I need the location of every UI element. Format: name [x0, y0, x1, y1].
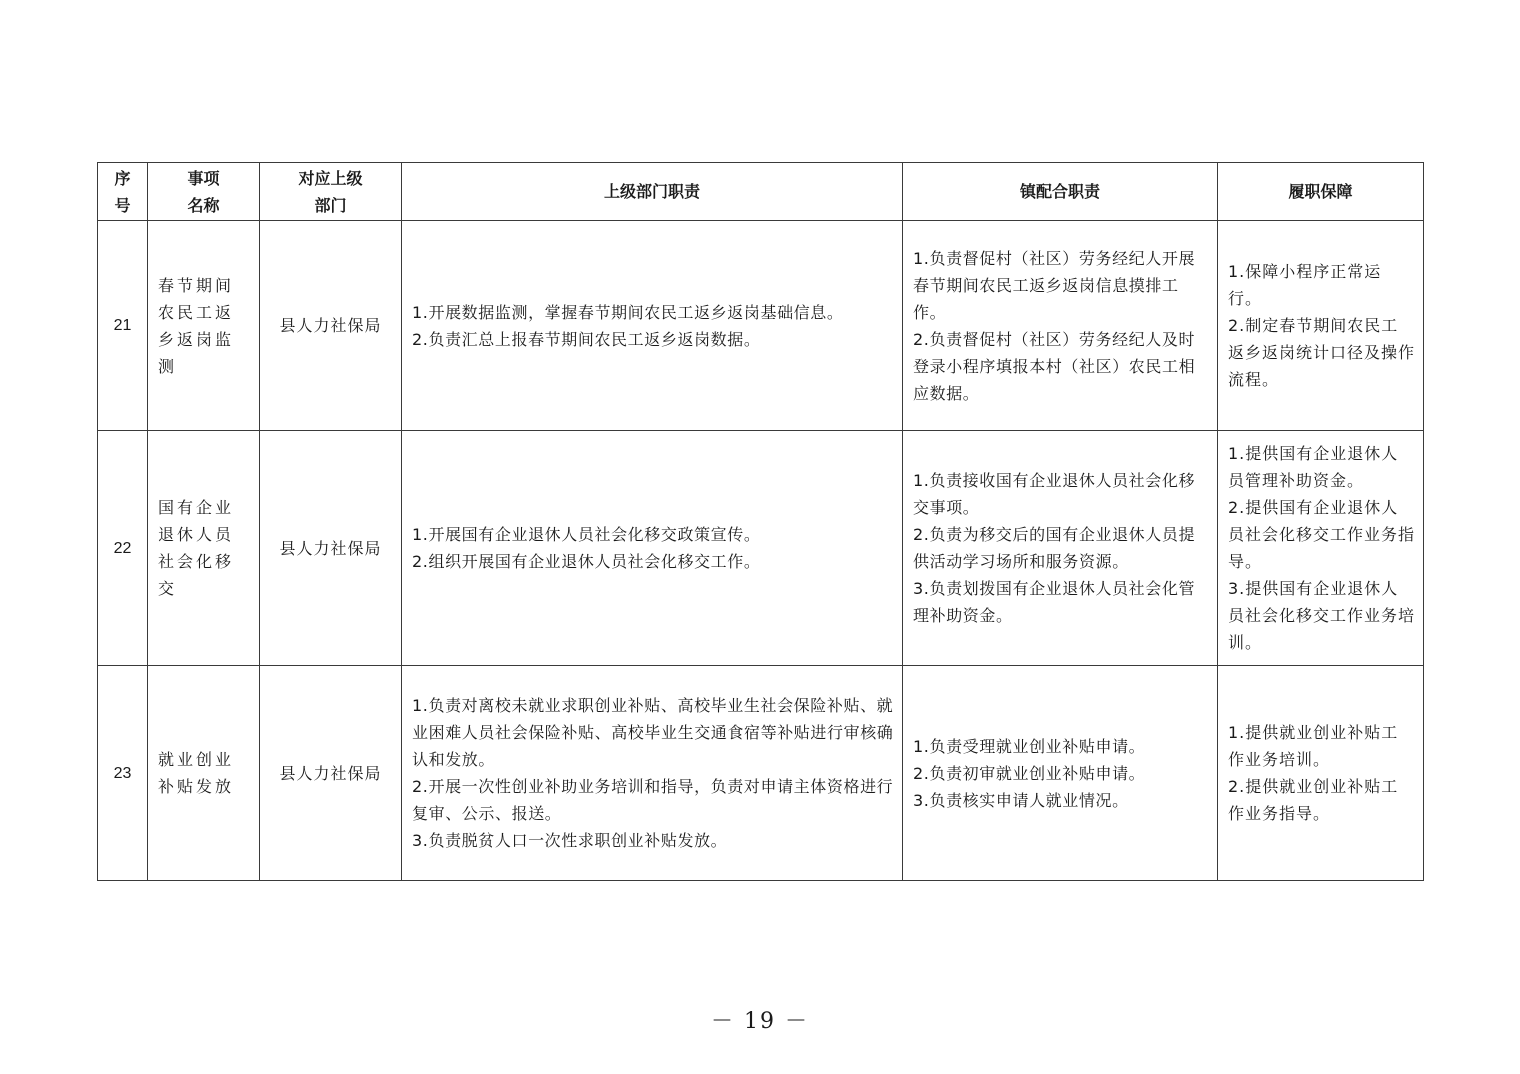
duty-line: 2.制定春节期间农民工返乡返岗统计口径及操作流程。: [1228, 316, 1416, 389]
row-guarantee: [1218, 431, 1424, 666]
duty-line: 1.保障小程序正常运行。: [1228, 262, 1382, 308]
row-upper-duty: [402, 221, 903, 431]
header-town-duty: 镇配合职责: [903, 163, 1218, 221]
row-seq: 21: [98, 221, 148, 431]
duty-line: 1.开展国有企业退休人员社会化移交政策宣传。: [412, 525, 761, 544]
duty-line: 1.开展数据监测，掌握春节期间农民工返乡返岗基础信息。: [412, 302, 844, 322]
duty-line: 3.负责划拨国有企业退休人员社会化管理补助资金。: [913, 579, 1196, 625]
duty-line: 2.负责督促村（社区）劳务经纪人及时登录小程序填报本村（社区）农民工相应数据。: [913, 329, 1196, 403]
table-row: [98, 431, 1424, 666]
row-item-name: [148, 431, 260, 666]
item-name-text: 就业创业补贴发放: [158, 750, 235, 796]
duty-line: 1.提供国有企业退休人员管理补助资金。: [1228, 444, 1399, 490]
header-name: 事项 名称: [148, 163, 260, 221]
duty-table: [97, 162, 1424, 881]
row-town-duty: [903, 431, 1218, 666]
duty-line: 3.负责脱贫人口一次性求职创业补贴发放。: [412, 831, 728, 850]
duty-line: 1.提供就业创业补贴工作业务培训。: [1228, 723, 1399, 769]
duty-line: 1.负责对离校未就业求职创业补贴、高校毕业生社会保险补贴、就业困难人员社会保险补贴、高校毕业生交通食宿等补贴进行审核确认和发放。: [412, 696, 894, 769]
row-item-name: [148, 666, 260, 881]
duty-line: 2.提供就业创业补贴工作业务指导。: [1228, 777, 1399, 823]
row-dept: 县人力社保局: [260, 431, 402, 666]
item-name-text: 国有企业退休人员社会化移交: [158, 498, 235, 598]
row-dept: 县人力社保局: [260, 666, 402, 881]
row-guarantee: [1218, 221, 1424, 431]
page-number: － 19 －: [711, 1009, 809, 1034]
duty-line: 1.负责督促村（社区）劳务经纪人开展春节期间农民工返乡返岗信息摸排工作。: [913, 248, 1196, 322]
row-upper-duty: [402, 431, 903, 666]
row-town-duty: [903, 666, 1218, 881]
row-dept: 县人力社保局: [260, 221, 402, 431]
row-item-name: [148, 221, 260, 431]
header-dept: 对应上级 部门: [260, 163, 402, 221]
header-upper-duty: 上级部门职责: [402, 163, 903, 221]
duty-line: 3.负责核实申请人就业情况。: [913, 790, 1129, 810]
duty-line: 2.组织开展国有企业退休人员社会化移交工作。: [412, 552, 761, 571]
header-seq: 序 号: [98, 163, 148, 221]
table-row: [98, 221, 1424, 431]
duty-line: 1.负责接收国有企业退休人员社会化移交事项。: [913, 471, 1196, 517]
row-town-duty: [903, 221, 1218, 431]
row-upper-duty: [402, 666, 903, 881]
duty-line: 2.开展一次性创业补助业务培训和指导，负责对申请主体资格进行复审、公示、报送。: [412, 777, 894, 823]
duty-line: 2.提供国有企业退休人员社会化移交工作业务指导。: [1228, 498, 1416, 571]
duty-line: 2.负责为移交后的国有企业退休人员提供活动学习场所和服务资源。: [913, 525, 1196, 571]
row-guarantee: [1218, 666, 1424, 881]
header-row: [98, 163, 1424, 221]
header-guarantee: 履职保障: [1218, 163, 1424, 221]
row-seq: 23: [98, 666, 148, 881]
duty-line: 2.负责汇总上报春节期间农民工返乡返岗数据。: [412, 329, 761, 349]
duty-line: 3.提供国有企业退休人员社会化移交工作业务培训。: [1228, 579, 1416, 652]
duty-line: 1.负责受理就业创业补贴申请。: [913, 736, 1146, 756]
row-seq: 22: [98, 431, 148, 666]
duty-line: 2.负责初审就业创业补贴申请。: [913, 763, 1146, 783]
item-name-text: 春节期间农民工返乡返岗监测: [158, 275, 235, 376]
table-row: [98, 666, 1424, 881]
